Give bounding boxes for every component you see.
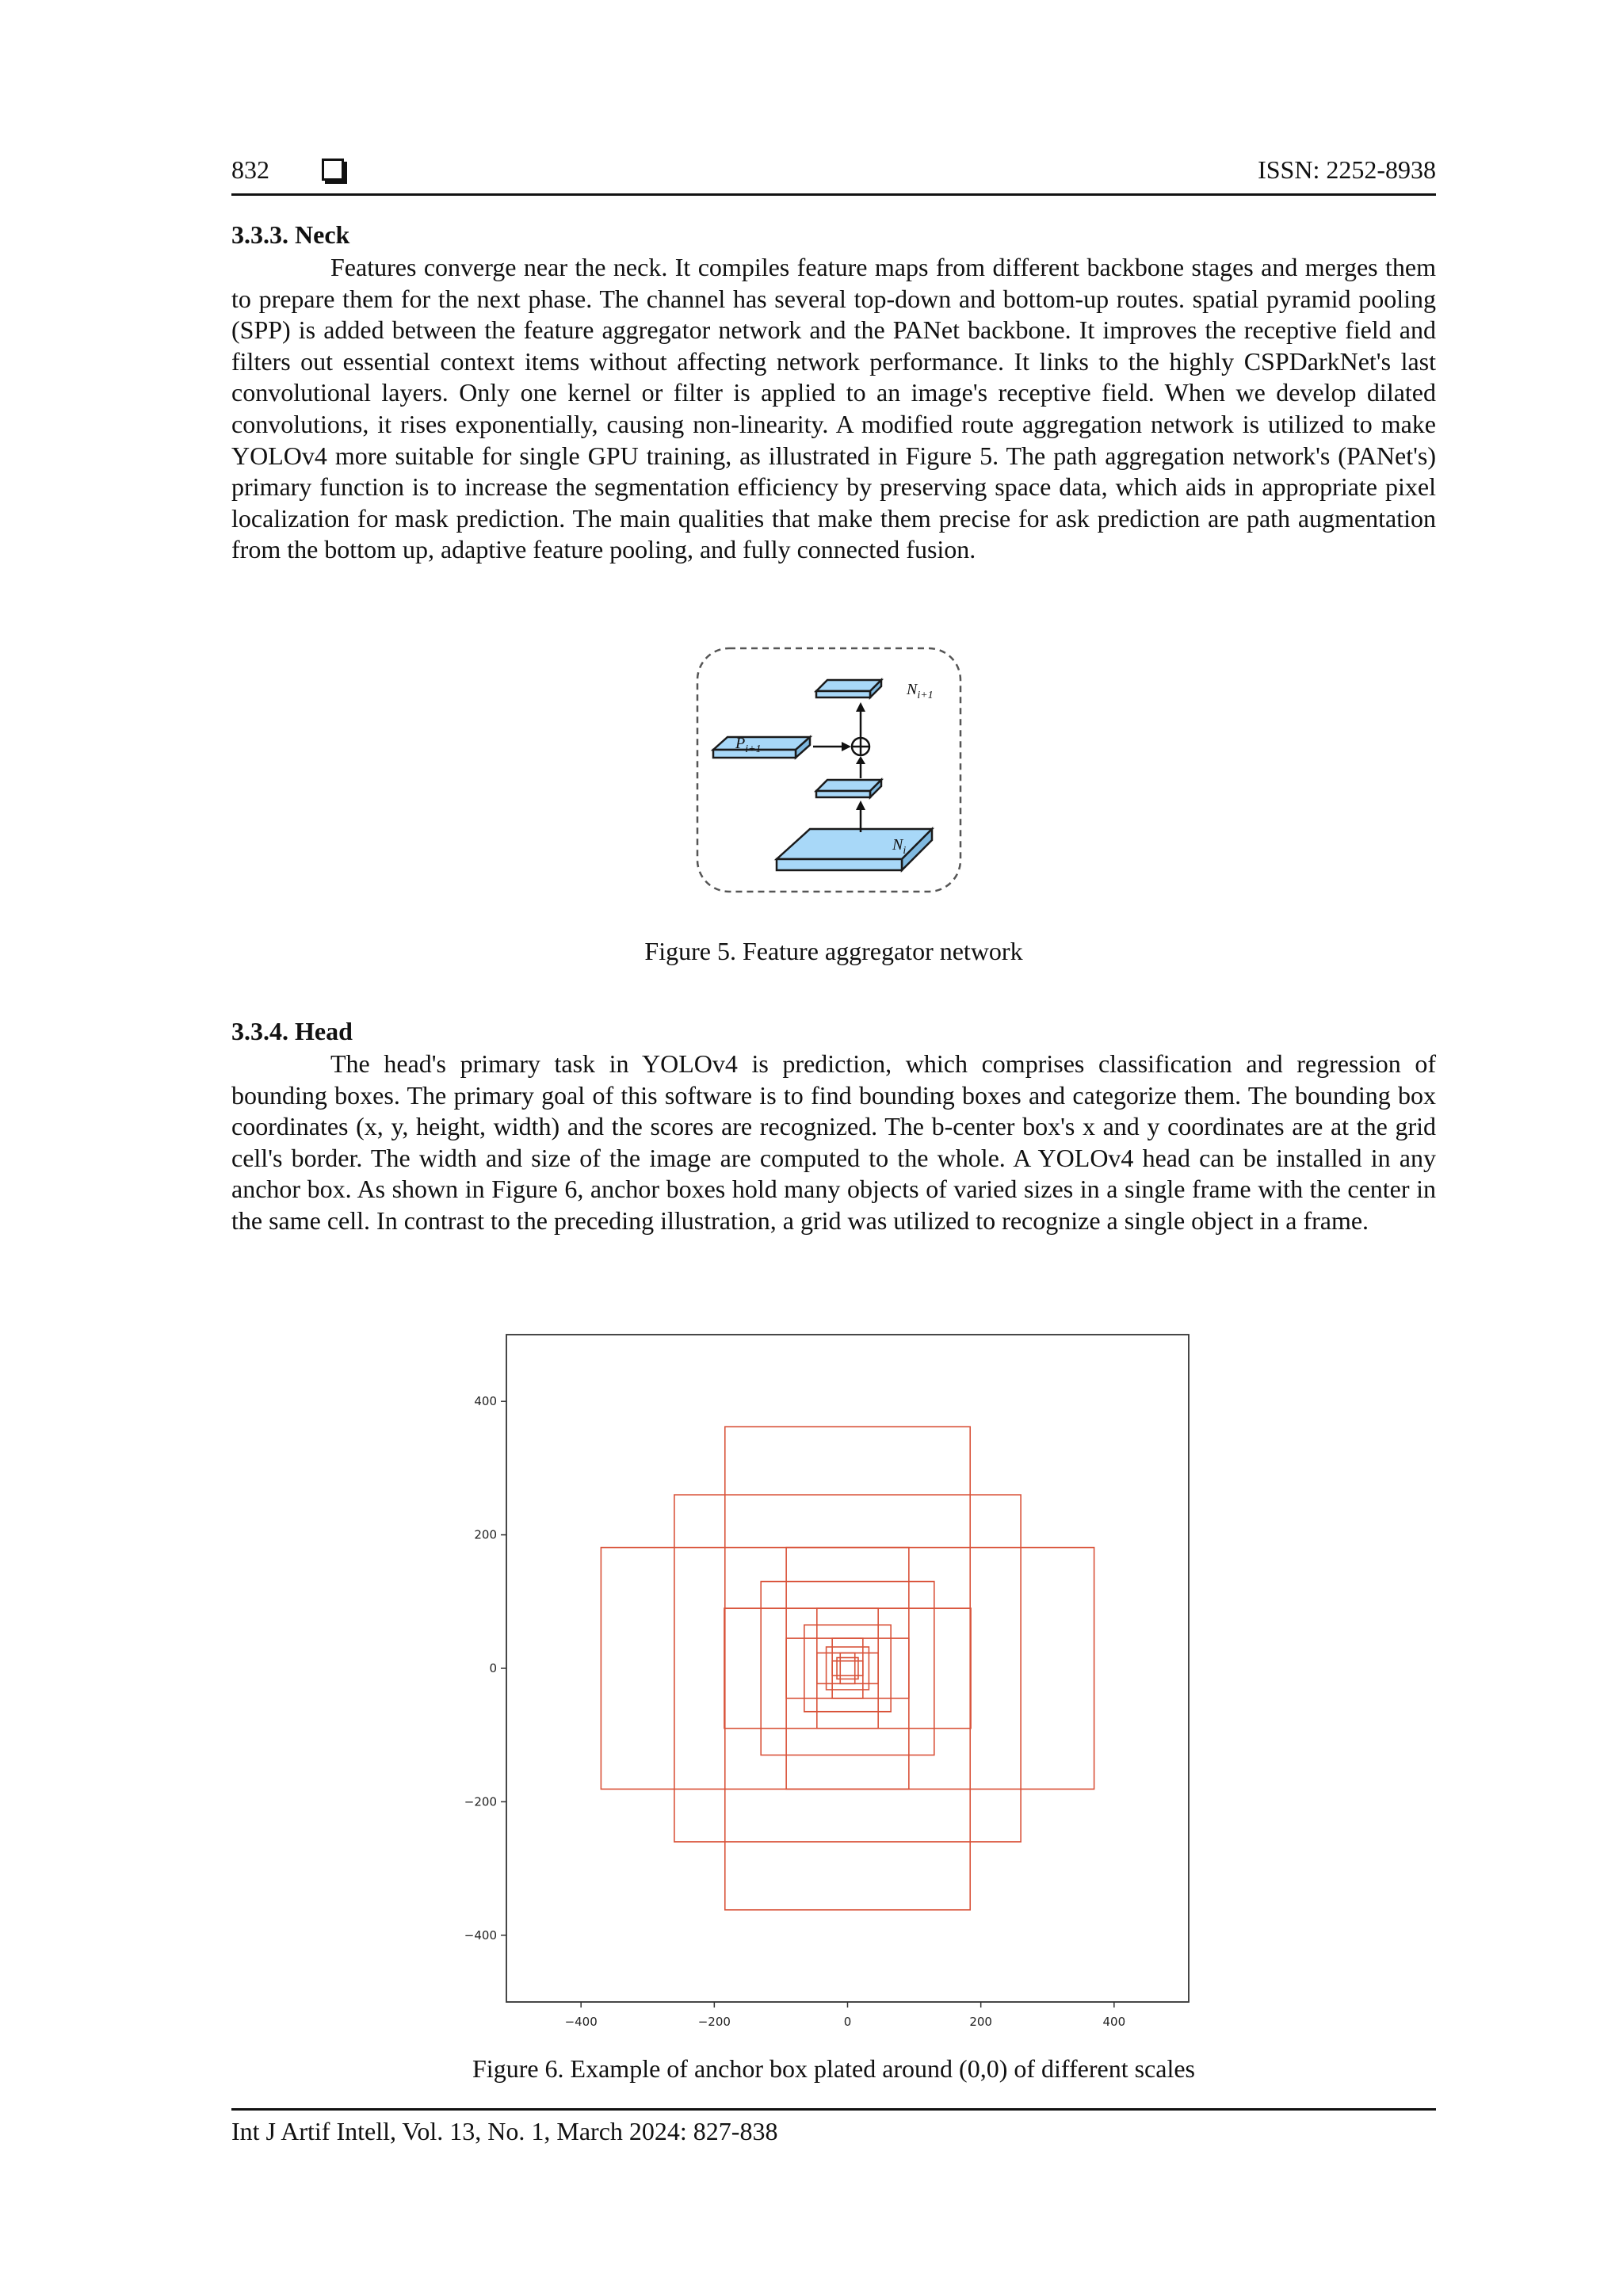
- label-p-next: $P_{i+1}$: [735, 735, 762, 755]
- block-p-next: [713, 737, 810, 758]
- anchor-box-chart: [456, 1314, 1216, 2027]
- arrowhead-icon: [842, 742, 851, 751]
- x-tick-label: −400: [564, 2015, 598, 2027]
- figure6-caption: Figure 6. Example of anchor box plated around (0,0) of different scales: [472, 2054, 1195, 2083]
- y-tick-label: 0: [489, 1661, 497, 1675]
- arrowhead-icon: [856, 800, 865, 810]
- y-tick-label: 200: [474, 1527, 497, 1542]
- page-footer: [231, 2108, 1436, 2146]
- y-tick-label: 400: [474, 1394, 497, 1409]
- block-middle: [816, 780, 881, 797]
- arrowhead-icon: [856, 702, 865, 712]
- paragraph-head: The head's primary task in YOLOv4 is prediction, which comprises classification and regression of bounding boxes. The primary goal of this software is to find bounding boxes and categorize them. The bounding box coordinates (x, y, height, width) and the scores are recognized. The b-center box's x and y coordinates are at the grid cell's border. The width and size of the image are computed to the whole. A YOLOv4 head can be installed in any anchor box. As shown in Figure 6, anchor boxes hold many objects of varied sizes in a single frame with the center in the same cell. In contrast to the preceding illustration, a grid was utilized to recognize a single object in a frame.: [231, 1049, 1436, 1235]
- plot-frame: [506, 1335, 1189, 2002]
- label-n-next: $N_{i+1}$: [907, 681, 934, 701]
- page-header: [231, 155, 1436, 196]
- y-tick-label: −400: [464, 1927, 497, 1943]
- footer-citation: Int J Artif Intell, Vol. 13, No. 1, March 2024: 827-838: [231, 2117, 778, 2145]
- paragraph-neck: Features converge near the neck. It compiles feature maps from different backbone stages and merges them to prepare them for the next phase. The channel has several top-down and bottom-up routes. spatial pyramid pooling (SPP) is added between the feature aggregator network and the PANet backbone. It improves the receptive field and filters out essential context items without affecting network performance. It links to the highly CSPDarkNet's last convolutional layers. Only one kernel or filter is applied to an image's receptive field. When we develop dilated convolutions, it rises exponentially, causing non-linearity. A modified route aggregation network is utilized to make YOLOv4 more suitable for single GPU training, as illustrated in Figure 5. The path aggregation network's (PANet's) primary function is to increase the segmentation efficiency by preserving space data, which aids in appropriate pixel localization for mask prediction. The main qualities that make them precise for ask prediction are path augmentation from the bottom up, adaptive feature pooling, and fully connected fusion.: [231, 253, 1436, 564]
- figure5-caption: Figure 5. Feature aggregator network: [644, 937, 1023, 965]
- x-tick-label: 0: [843, 2015, 852, 2027]
- section-heading-neck: 3.3.3. Neck: [231, 220, 350, 249]
- square-bullet-icon: [322, 159, 344, 181]
- issn: ISSN: 2252-8938: [1258, 155, 1436, 184]
- section-heading-head: 3.3.4. Head: [231, 1017, 353, 1045]
- x-tick-label: 400: [1102, 2015, 1126, 2027]
- x-tick-label: 200: [969, 2015, 992, 2027]
- arrowhead-icon: [856, 756, 865, 764]
- x-tick-label: −200: [697, 2015, 731, 2027]
- feature-aggregator-diagram: [694, 645, 964, 895]
- y-tick-label: −200: [464, 1794, 497, 1809]
- block-n-next: [816, 680, 881, 697]
- block-n: [777, 829, 932, 870]
- label-n: $N_i$: [892, 836, 907, 857]
- page-number: 832: [231, 155, 269, 184]
